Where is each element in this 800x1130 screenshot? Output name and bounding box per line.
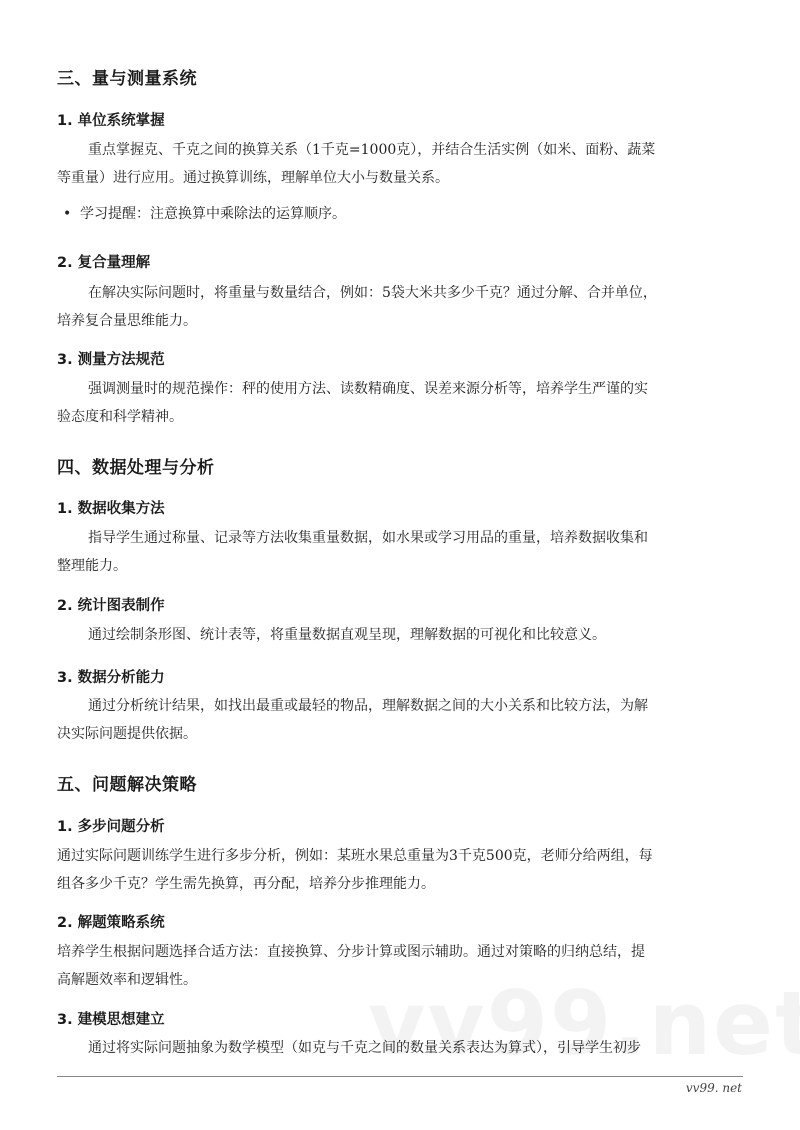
paragraph-line: 培养复合量思维能力。 (57, 313, 197, 329)
section-heading-data: 四、数据处理与分析 (57, 458, 215, 478)
bullet-list (57, 200, 747, 228)
paragraph-line: 通过分析统计结果，如找出最重或最轻的物品，理解数据之间的大小关系和比较方法，为解 (88, 698, 648, 714)
list-item (57, 200, 747, 228)
subheading-strategy-system: 2. 解题策略系统 (57, 915, 165, 931)
paragraph-data-analysis (57, 692, 747, 748)
paragraph-line: 指导学生通过称量、记录等方法收集重量数据，如水果或学习用品的重量，培养数据收集和 (88, 530, 648, 546)
footer-site-label: vv99. net (685, 1081, 742, 1095)
section-heading-problem-solving: 五、问题解决策略 (57, 775, 197, 795)
paragraph-line: 等重量）进行应用。通过换算训练，理解单位大小与数量关系。 (57, 170, 449, 186)
watermark (368, 972, 800, 1075)
paragraph-data-collection (57, 524, 747, 580)
bullet-icon: • (63, 206, 72, 222)
subheading-chart-making: 2. 统计图表制作 (57, 598, 165, 614)
paragraph-line: 通过实际问题训练学生进行多步分析，例如：某班水果总重量为3千克500克，老师分给两组，每 (57, 848, 653, 864)
paragraph-line: 强调测量时的规范操作：秤的使用方法、读数精确度、误差来源分析等，培养学生严谨的实 (88, 381, 648, 397)
subheading-data-collection: 1. 数据收集方法 (57, 501, 165, 517)
paragraph-multistep (57, 842, 747, 898)
paragraph-chart-making (57, 621, 747, 649)
paragraph-measurement-method (57, 375, 747, 431)
subheading-multistep: 1. 多步问题分析 (57, 819, 165, 835)
section-heading-measurement: 三、量与测量系统 (57, 69, 197, 89)
subheading-measurement-method: 3. 测量方法规范 (57, 352, 165, 368)
paragraph-line: 高解题效率和逻辑性。 (57, 972, 197, 988)
paragraph-line: 通过绘制条形图、统计表等，将重量数据直观呈现，理解数据的可视化和比较意义。 (88, 627, 606, 643)
paragraph-line: 通过将实际问题抽象为数学模型（如克与千克之间的数量关系表达为算式），引导学生初步 (88, 1040, 641, 1056)
paragraph-line: 在解决实际问题时，将重量与数量结合，例如：5袋大米共多少千克？通过分解、合并单位， (88, 285, 657, 301)
subheading-unit-system: 1. 单位系统掌握 (57, 113, 165, 129)
paragraph-line: 组各多少千克？学生需先换算，再分配，培养分步推理能力。 (57, 876, 435, 892)
bullet-text: 学习提醒：注意换算中乘除法的运算顺序。 (80, 206, 346, 222)
paragraph-line: 整理能力。 (57, 558, 127, 574)
footer-divider (57, 1076, 743, 1077)
paragraph-line: 验态度和科学精神。 (57, 409, 183, 425)
paragraph-line: 重点掌握克、千克之间的换算关系（1千克=1000克），并结合生活实例（如米、面粉、蔬菜 (88, 142, 656, 158)
paragraph-unit-system (57, 136, 747, 192)
subheading-compound-quantity: 2. 复合量理解 (57, 255, 151, 271)
paragraph-line: 培养学生根据问题选择合适方法：直接换算、分步计算或图示辅助。通过对策略的归纳总结，提 (57, 944, 645, 960)
paragraph-compound-quantity (57, 279, 747, 335)
paragraph-line: 决实际问题提供依据。 (57, 726, 197, 742)
subheading-modeling: 3. 建模思想建立 (57, 1012, 165, 1028)
subheading-data-analysis: 3. 数据分析能力 (57, 670, 165, 686)
